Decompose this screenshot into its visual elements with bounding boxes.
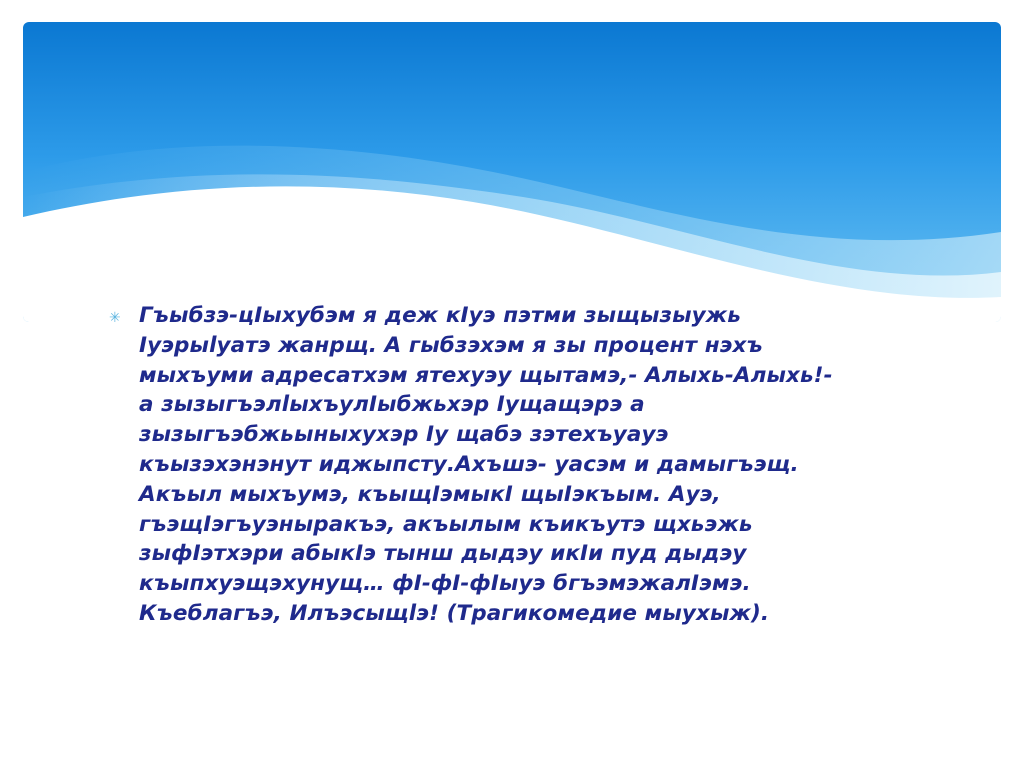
paragraph-line: Iуэрыlуатэ жанрщ. А гыбзэхэм я зы процент нэхъ bbox=[139, 332, 763, 358]
paragraph-line: зызыгъэбжьыныхухэр Iу щабэ зэтехъуауэ bbox=[139, 422, 669, 448]
paragraph-line: Акъыл мыхъумэ, къыщIэмыкI щыIэкъым. Ауэ, bbox=[139, 481, 721, 507]
paragraph-line: къыпхуэщэхунущ… фI-фI-фIыуэ бгъэмэжалIэмэ. bbox=[139, 571, 751, 597]
wave-banner-graphic bbox=[23, 22, 1001, 322]
asterisk-bullet-icon: ✳ bbox=[109, 310, 121, 326]
header-banner bbox=[23, 22, 1001, 322]
paragraph-line: къызэхэнэнут иджыпсту.Ахъшэ- уасэм и дамыгъэщ. bbox=[139, 451, 799, 477]
paragraph-line: зыфIэтхэри абыкIэ тынш дыдэу икIи пуд дыдэу bbox=[139, 541, 747, 567]
paragraph-line: гъэщIэгъуэныракъэ, акъылым къикъутэ щхьэжь bbox=[139, 511, 753, 537]
paragraph-line: а зызыгъэлlыхъулIыбжьхэр Iущащэрэ а bbox=[139, 392, 645, 418]
paragraph-line: Гъыбзэ-цIыхубэм я деж кIуэ пэтми зыщызыужь bbox=[139, 303, 741, 328]
paragraph-line: Къеблагъэ, Илъэсыщlэ! (Трагикомедие мыухыж). bbox=[139, 600, 770, 626]
bullet-paragraph bbox=[109, 301, 925, 629]
slide-body bbox=[109, 301, 925, 629]
paragraph-line: мыхъуми адресатхэм ятехуэу щытамэ,- Алыхь-Алыхь!- bbox=[139, 362, 833, 388]
